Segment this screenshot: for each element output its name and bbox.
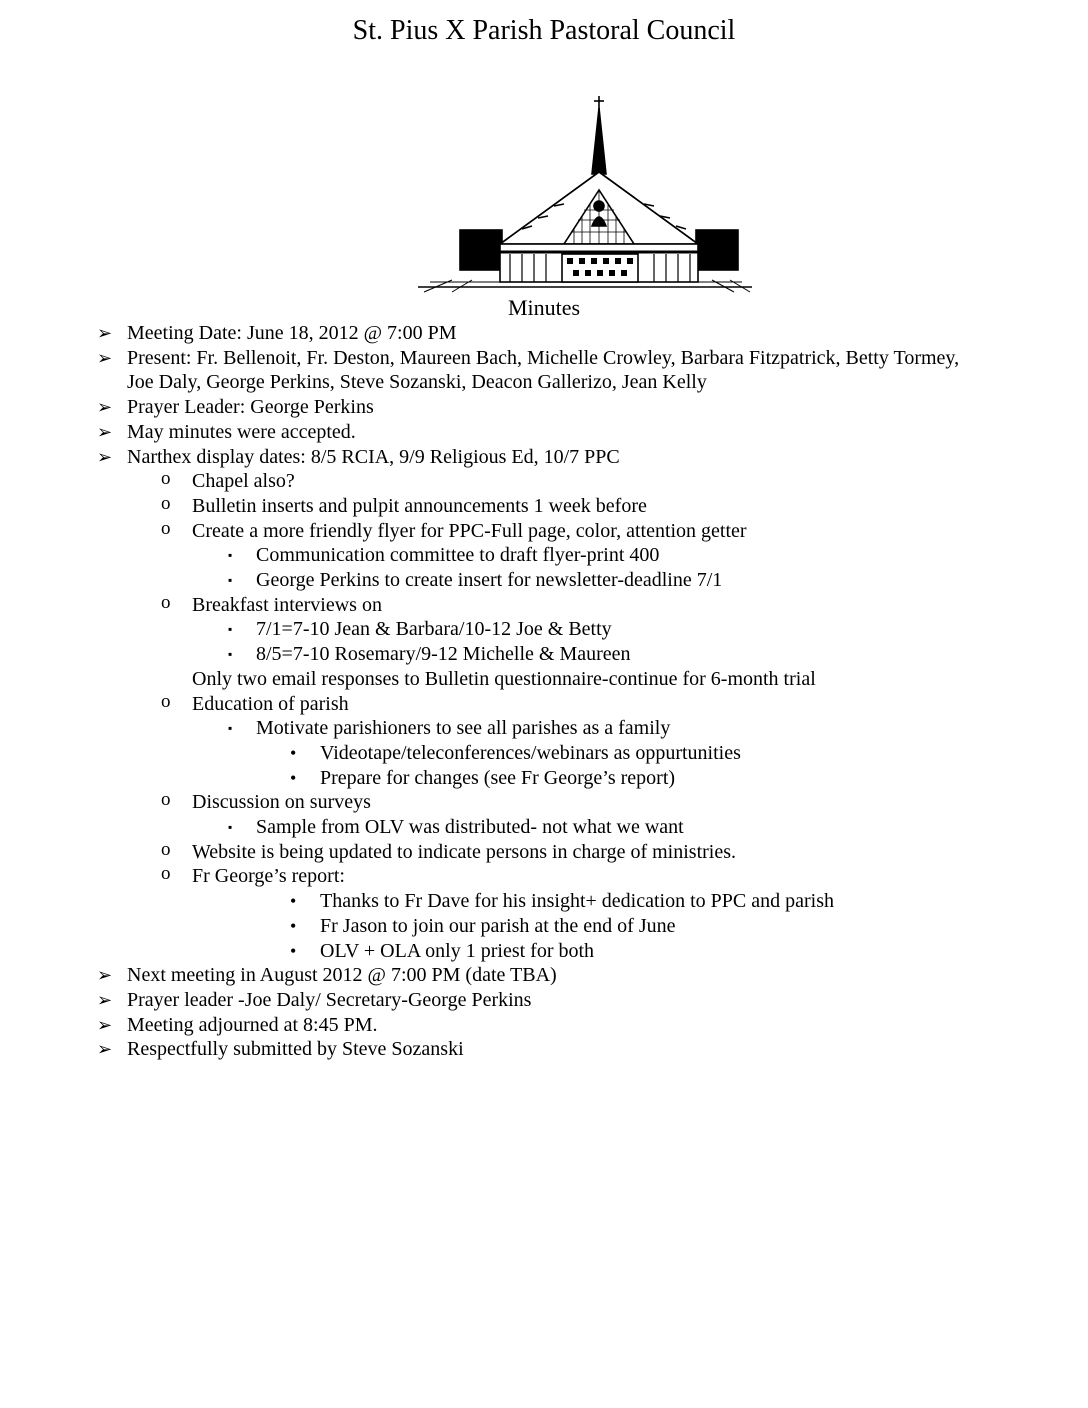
minutes-line bbox=[0, 840, 1088, 865]
minutes-line bbox=[0, 815, 1088, 840]
minutes-line-text: Education of parish bbox=[192, 692, 349, 715]
dot-bullet-icon: • bbox=[290, 940, 297, 961]
minutes-line-text: Thanks to Fr Dave for his insight+ dedication to PPC and parish bbox=[320, 890, 835, 913]
minutes-line bbox=[0, 790, 1088, 815]
square-bullet-icon: ▪ bbox=[228, 721, 233, 736]
arrow-bullet-icon: ➢ bbox=[97, 965, 113, 986]
minutes-list bbox=[0, 321, 1088, 1062]
square-bullet-icon: ▪ bbox=[228, 573, 233, 588]
minutes-line bbox=[0, 543, 1088, 568]
minutes-line bbox=[0, 864, 1088, 889]
minutes-line bbox=[0, 889, 1088, 914]
arrow-bullet-icon: ➢ bbox=[97, 397, 113, 418]
minutes-line bbox=[0, 494, 1088, 519]
arrow-bullet-icon: ➢ bbox=[97, 347, 113, 368]
minutes-line-text: May minutes were accepted. bbox=[127, 420, 356, 443]
minutes-line-text: Breakfast interviews on bbox=[192, 593, 382, 616]
minutes-line bbox=[0, 716, 1088, 741]
circle-bullet-icon: o bbox=[161, 789, 171, 811]
minutes-line bbox=[0, 642, 1088, 667]
minutes-line bbox=[0, 445, 1088, 470]
minutes-line-text: 8/5=7-10 Rosemary/9-12 Michelle & Maureen bbox=[256, 643, 631, 666]
minutes-line bbox=[0, 741, 1088, 766]
minutes-line-text: Joe Daly, George Perkins, Steve Sozanski, Deacon Gallerizo, Jean Kelly bbox=[127, 371, 707, 394]
arrow-bullet-icon: ➢ bbox=[97, 989, 113, 1010]
circle-bullet-icon: o bbox=[161, 591, 171, 613]
minutes-line bbox=[0, 914, 1088, 939]
square-bullet-icon: ▪ bbox=[228, 647, 233, 662]
minutes-line-text: George Perkins to create insert for newsletter-deadline 7/1 bbox=[256, 569, 723, 592]
minutes-line bbox=[0, 370, 1088, 395]
minutes-line-text: Communication committee to draft flyer-print 400 bbox=[256, 544, 660, 567]
minutes-line-text: 7/1=7-10 Jean & Barbara/10-12 Joe & Betty bbox=[256, 618, 612, 641]
minutes-line-text: Chapel also? bbox=[192, 470, 295, 493]
arrow-bullet-icon: ➢ bbox=[97, 1014, 113, 1035]
arrow-bullet-icon: ➢ bbox=[97, 1039, 113, 1060]
minutes-line-text: Create a more friendly flyer for PPC-Full page, color, attention getter bbox=[192, 519, 747, 542]
square-bullet-icon: ▪ bbox=[228, 820, 233, 835]
minutes-line bbox=[0, 568, 1088, 593]
minutes-line bbox=[0, 939, 1088, 964]
minutes-line-text: Discussion on surveys bbox=[192, 791, 371, 814]
minutes-line-text: Bulletin inserts and pulpit announcements 1 week before bbox=[192, 494, 647, 517]
minutes-line-text: Present: Fr. Bellenoit, Fr. Deston, Maureen Bach, Michelle Crowley, Barbara Fitzpatrick, Betty Tormey, bbox=[127, 346, 960, 369]
circle-bullet-icon: o bbox=[161, 838, 171, 860]
minutes-line-text: Videotape/teleconferences/webinars as oppurtunities bbox=[320, 741, 741, 764]
page-title: St. Pius X Parish Pastoral Council bbox=[352, 15, 736, 46]
circle-bullet-icon: o bbox=[161, 690, 171, 712]
minutes-line-text: Fr George’s report: bbox=[192, 865, 345, 888]
minutes-line bbox=[0, 321, 1088, 346]
arrow-bullet-icon: ➢ bbox=[97, 446, 113, 467]
minutes-line bbox=[0, 963, 1088, 988]
square-bullet-icon: ▪ bbox=[228, 548, 233, 563]
minutes-line-text: Website is being updated to indicate persons in charge of ministries. bbox=[192, 840, 737, 863]
arrow-bullet-icon: ➢ bbox=[97, 421, 113, 442]
minutes-line bbox=[0, 988, 1088, 1013]
minutes-line bbox=[0, 766, 1088, 791]
minutes-line-text: Sample from OLV was distributed- not what we want bbox=[256, 816, 684, 839]
church-illustration bbox=[412, 94, 758, 294]
minutes-line bbox=[0, 469, 1088, 494]
dot-bullet-icon: • bbox=[290, 915, 297, 936]
dot-bullet-icon: • bbox=[290, 742, 297, 763]
minutes-line-text: OLV + OLA only 1 priest for both bbox=[320, 939, 595, 962]
minutes-line bbox=[0, 346, 1088, 371]
minutes-line-text: Narthex display dates: 8/5 RCIA, 9/9 Religious Ed, 10/7 PPC bbox=[127, 445, 620, 468]
minutes-line bbox=[0, 617, 1088, 642]
minutes-line-text: Fr Jason to join our parish at the end of June bbox=[320, 914, 676, 937]
dot-bullet-icon: • bbox=[290, 891, 297, 912]
minutes-line bbox=[0, 1013, 1088, 1038]
minutes-line bbox=[0, 1037, 1088, 1062]
minutes-line-text: Prayer leader -Joe Daly/ Secretary-George Perkins bbox=[127, 988, 532, 1011]
minutes-line-text: Respectfully submitted by Steve Sozanski bbox=[127, 1038, 464, 1061]
minutes-line bbox=[0, 519, 1088, 544]
arrow-bullet-icon: ➢ bbox=[97, 323, 113, 343]
minutes-line bbox=[0, 395, 1088, 420]
minutes-line-text: Prepare for changes (see Fr George’s report) bbox=[320, 766, 676, 789]
minutes-line bbox=[0, 593, 1088, 618]
square-bullet-icon: ▪ bbox=[228, 622, 233, 637]
circle-bullet-icon: o bbox=[161, 468, 171, 490]
circle-bullet-icon: o bbox=[161, 863, 171, 885]
dot-bullet-icon: • bbox=[290, 767, 297, 788]
circle-bullet-icon: o bbox=[161, 492, 171, 514]
minutes-heading: Minutes bbox=[507, 295, 581, 320]
minutes-line bbox=[0, 692, 1088, 717]
minutes-line bbox=[0, 667, 1088, 692]
minutes-line-text: Meeting adjourned at 8:45 PM. bbox=[127, 1013, 378, 1036]
minutes-line-text: Motivate parishioners to see all parishes as a family bbox=[256, 717, 671, 740]
circle-bullet-icon: o bbox=[161, 517, 171, 539]
minutes-line-text: Only two email responses to Bulletin questionnaire-continue for 6-month trial bbox=[192, 667, 816, 690]
minutes-line-text: Prayer Leader: George Perkins bbox=[127, 396, 374, 419]
minutes-line-text: Meeting Date: June 18, 2012 @ 7:00 PM bbox=[127, 322, 457, 344]
minutes-line-text: Next meeting in August 2012 @ 7:00 PM (date TBA) bbox=[127, 964, 557, 987]
minutes-line bbox=[0, 420, 1088, 445]
